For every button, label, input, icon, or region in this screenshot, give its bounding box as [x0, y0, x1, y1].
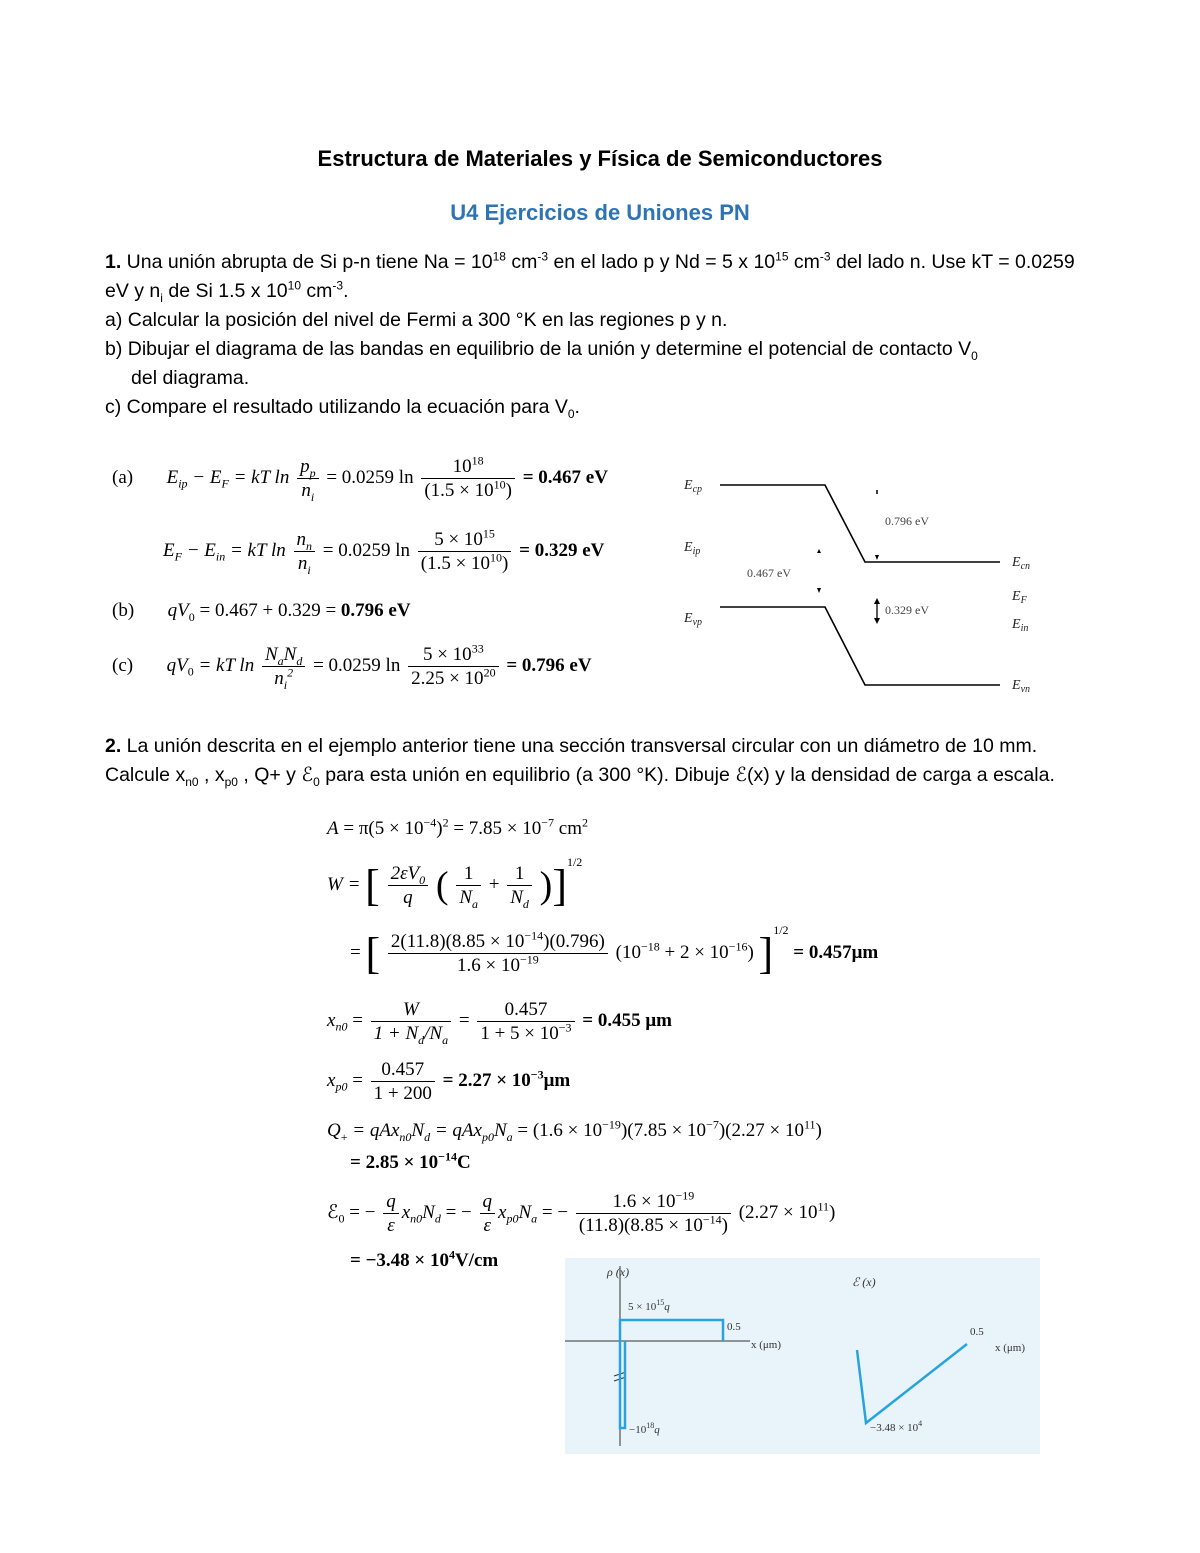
p2-text-a: La unión descrita en el ejemplo anterior tiene una sección transversal circular con un diámetro de 10 mm. Calcule x: [105, 735, 1038, 786]
eq-w-frac-d: [507, 862, 532, 909]
eq-xp-result-val: = 2.27 × 10: [442, 1069, 531, 1091]
eq-w-power: 1/2: [566, 854, 583, 869]
p2-sub-0: 0: [313, 774, 320, 789]
label-eip-sub: ip: [692, 546, 701, 557]
rho-neg-q: q: [654, 1424, 660, 1436]
p1-text-e: del lado n. Use kT = 0.0259 eV y n: [105, 251, 1075, 302]
eq-e-x2: x: [498, 1201, 507, 1223]
p1-exp-na: 18: [492, 249, 506, 264]
eq-xp-eq: =: [347, 1069, 368, 1091]
eq-c-lhs: qV: [166, 654, 188, 676]
eq-xn-den2: 1 + 5 × 10: [480, 1023, 559, 1044]
eq-e-tail-close: ): [829, 1201, 836, 1223]
eq-q-exp1: −19: [602, 1117, 621, 1132]
eq-c-num1: N: [264, 644, 278, 665]
eq-xp-sub: p0: [335, 1079, 348, 1094]
eq-area-part-7: 2: [582, 815, 589, 830]
sol1-label-a: (a): [112, 466, 134, 488]
eq-a2-den2-exp: 10: [490, 550, 503, 565]
eq-xp0: [327, 1058, 570, 1105]
eq-area-part-5: −7: [541, 815, 555, 830]
eq-xp-result-exp: −3: [530, 1067, 544, 1082]
eq-q-close: ): [815, 1120, 822, 1141]
eq-a2-den: n: [297, 553, 308, 574]
annot-0467: 0.467 eV: [747, 566, 791, 580]
eq-q-nd: N: [411, 1120, 425, 1141]
eq-e-f3-den-close: ): [721, 1215, 728, 1236]
eq-e-x2-sub: p0: [506, 1211, 519, 1226]
eq-a2-num: n: [296, 529, 306, 550]
eq-a2-num-sub: n: [306, 538, 312, 553]
label-ef-sub: F: [1020, 595, 1027, 606]
p1-text-h: .: [343, 280, 349, 302]
eq-w-frac: [388, 862, 429, 909]
eq-xn-den2-exp: −3: [558, 1020, 572, 1035]
eq-area-part-2: ): [436, 818, 443, 839]
eq-a1-num: p: [300, 456, 310, 477]
label-evp-main: E: [684, 611, 693, 626]
arrow-0329-bottom: [874, 618, 880, 624]
eq-a1-minus: − E: [187, 466, 222, 488]
eq-a1-den2: (1.5 × 10: [424, 480, 494, 501]
problem-1-item-b: [105, 335, 1095, 364]
eq-w-f1-num: 1: [456, 862, 481, 886]
eq-area: $A = \pi(5 \times 10^{-4})^2 = 7.85 \times 10^{-7}$ $cm^2$: [327, 815, 589, 839]
eq-e-result-unit: V/cm: [454, 1250, 499, 1271]
eq-e-eq3: = −: [541, 1201, 573, 1223]
eq-area-part-1: −4: [423, 815, 437, 830]
eq-a2-den2-close: ): [502, 553, 509, 574]
eq-e-nd: N: [422, 1201, 435, 1223]
problem-2-number: 2.: [105, 735, 122, 757]
eq-w2-paren: (10: [615, 941, 641, 963]
charge-field-figure: [565, 1258, 1040, 1454]
eq-c-frac2: [408, 643, 498, 690]
eq-q-mid: )(7.85 × 10: [620, 1120, 707, 1141]
eq-q-na-sub: a: [506, 1129, 513, 1144]
eq-q-result-exp: −14: [438, 1149, 457, 1164]
field-tick-05: 0.5: [970, 1326, 984, 1338]
eq-w2-result: = 0.457μm: [793, 941, 879, 963]
eq-e-nd-sub: d: [434, 1211, 441, 1226]
eq-q-mid2: )(2.27 × 10: [718, 1120, 804, 1141]
eq-xp-frac: [371, 1058, 435, 1105]
eq-w2-num-exp: −14: [524, 928, 544, 943]
eq-w-plus: +: [488, 873, 500, 895]
label-evp: [683, 611, 702, 628]
eq-a1-sub1: ip: [178, 476, 188, 491]
eq-xp-num: 0.457: [371, 1058, 435, 1082]
eq-a1-eq2: = 0.0259 ln: [326, 466, 419, 488]
label-ein-sub: in: [1020, 623, 1029, 634]
eq-q-exp2: −7: [706, 1117, 719, 1132]
eq-w2-paren-exp2: −16: [728, 939, 748, 954]
label-eip-main: E: [684, 540, 693, 555]
eq-w-lhs: W =: [327, 873, 366, 895]
eq-q-exp3: 11: [803, 1117, 816, 1132]
eq-c-frac1: [262, 643, 305, 690]
eq-xp-den: 1 + 200: [373, 1083, 432, 1104]
rho-tick-05: 0.5: [727, 1321, 741, 1333]
problem-1-intro: [105, 248, 1095, 306]
p1-exp-cm1: -3: [537, 249, 549, 264]
p2-text-c: , Q+ y ℰ: [237, 764, 314, 786]
solution-1-eq-b: [112, 600, 411, 622]
eq-e-f2-num: q: [480, 1190, 496, 1214]
arrow-0796-bottom: [875, 555, 879, 560]
eq-field-result: [350, 1247, 499, 1272]
problem-1-statement: [105, 248, 1095, 422]
eq-e-frac1: [383, 1190, 399, 1237]
eq-xn-num: W: [371, 998, 451, 1022]
eq-a1-num2-exp: 18: [471, 453, 484, 468]
eq-e-f3-den-exp: −14: [702, 1212, 722, 1227]
label-evp-sub: vp: [692, 617, 703, 628]
eq-c-num2-sub: d: [296, 653, 303, 668]
solution-1-eq-a1: [112, 455, 608, 502]
p1-item-b-text: b) Dibujar el diagrama de las bandas en equilibrio de la unión y determine el potencial de contacto V: [105, 338, 972, 360]
p1-item-c-end: .: [574, 396, 580, 418]
rho-x-label: x (μm): [751, 1339, 782, 1351]
eq-area-text: [343, 815, 589, 839]
eq-width-formula: W = [ $\frac{2\varepsilon V_0}{q}$ ( $\frac{1}{N_a}$ + $\frac{1}{N_d}$ )]$^{1/2}$: [327, 854, 583, 911]
page-subtitle: U4 Ejercicios de Uniones PN: [450, 200, 750, 225]
eq-a2-num2-exp: 15: [482, 526, 495, 541]
field-min-exp: 4: [918, 1419, 923, 1428]
eq-w-f2-num: 1: [507, 862, 532, 886]
eq-q-sub: +: [340, 1129, 348, 1144]
eq-e-f3-den: (11.8)(8.85 × 10: [578, 1215, 703, 1236]
eq-w2-paren-exp: −18: [640, 939, 660, 954]
field-x-label: x (μm): [995, 1342, 1026, 1354]
eq-e-frac3: [576, 1190, 731, 1237]
eq-a2-sub1: F: [174, 549, 182, 564]
eq-q-sub3: p0: [481, 1129, 494, 1144]
eq-a1-sub2: F: [221, 476, 229, 491]
eq-charge: [327, 1117, 822, 1144]
eq-w2-power: 1/2: [773, 922, 789, 937]
eq-c-num-val: 5 × 10: [422, 644, 472, 665]
p1-exp-cm3: -3: [332, 278, 344, 293]
eq-area-part-4: = 7.85 × 10: [448, 818, 542, 839]
p1-text-c: en el lado p y Nd = 5 x 10: [548, 251, 776, 273]
rho-neg-label: [629, 1421, 660, 1436]
eq-a1-mid: = kT ln: [228, 466, 290, 488]
eq-c-result: = 0.796 eV: [506, 654, 592, 676]
eq-a1-den-sub: i: [310, 489, 315, 504]
eq-a1-num2: 10: [452, 456, 472, 477]
eq-e-tail-exp: 11: [817, 1199, 830, 1214]
eq-a2-result: = 0.329 eV: [519, 539, 605, 561]
eq-w2-paren-close: ): [747, 941, 754, 963]
eq-q-result: = 2.85 × 10: [350, 1152, 439, 1173]
p1-sub-i: i: [160, 290, 163, 305]
eq-xn-lhs: x: [327, 1009, 336, 1031]
eq-w2-eq: =: [350, 941, 366, 963]
eq-q-result-unit: C: [457, 1152, 471, 1173]
eq-area-part-6: cm: [554, 818, 583, 839]
eq-a1-den: n: [301, 480, 311, 501]
eq-c-sub: 0: [187, 664, 194, 679]
rho-pos-exp: 15: [656, 1298, 665, 1307]
eq-q-lhs: Q: [327, 1120, 341, 1141]
label-evn-main: E: [1012, 678, 1021, 693]
annot-0329: 0.329 eV: [885, 603, 929, 617]
eq-a1-frac1: [297, 455, 319, 502]
label-ein-main: E: [1012, 617, 1021, 632]
eq-w2-num: 2(11.8)(8.85 × 10: [390, 931, 525, 952]
field-min-label: [870, 1419, 922, 1434]
eq-a1-lhs: E: [166, 466, 179, 488]
eq-a2-frac2: [418, 528, 512, 575]
eq-w-num-sub: 0: [419, 872, 426, 887]
eq-xn-den: 1 + N: [373, 1023, 419, 1044]
eq-e-eq: = −: [344, 1201, 381, 1223]
eq-xn-eq: =: [347, 1009, 368, 1031]
eq-c-eq2: = 0.0259 ln: [313, 654, 406, 676]
eq-b-lhs: qV: [167, 600, 189, 621]
eq-a2-mid: = kT ln: [225, 539, 286, 561]
eq-a2-sub2: in: [215, 549, 226, 564]
eq-q-nd-sub: d: [424, 1129, 431, 1144]
eq-w-f1-den-sub: a: [472, 896, 478, 911]
label-ecp: [683, 478, 702, 495]
eq-xp-result-unit: μm: [543, 1069, 571, 1091]
problem-2-statement: [105, 732, 1095, 790]
rho-neg-val: −10: [629, 1424, 647, 1436]
eq-e-sub: 0: [338, 1211, 345, 1226]
eq-w2-paren-mid: + 2 × 10: [659, 941, 729, 963]
rho-pos-q: q: [664, 1301, 670, 1313]
eq-xp-lhs: x: [327, 1069, 336, 1091]
eq-a2-den2: (1.5 × 10: [420, 553, 491, 574]
solution-1-eq-a2: [163, 528, 604, 575]
eq-c-mid: = kT ln: [193, 654, 255, 676]
p1-text-a: Una unión abrupta de Si p-n tiene Na = 10: [121, 251, 493, 273]
sol1-label-b: (b): [112, 600, 135, 621]
eq-c-num2: N: [283, 644, 297, 665]
eq-e-eq2: = −: [445, 1201, 477, 1223]
eq-e-f3-num: 1.6 × 10: [612, 1191, 676, 1212]
eq-q-eq3: = (1.6 × 10: [512, 1120, 603, 1141]
solution-1-eq-c: [112, 643, 592, 690]
eq-a1-den2-close: ): [505, 480, 512, 501]
p2-text-b: , x: [198, 764, 225, 786]
eq-q-eq2: = qAx: [430, 1120, 482, 1141]
eq-q-na: N: [493, 1120, 507, 1141]
rho-pos-val: 5 × 10: [628, 1301, 657, 1313]
eq-a2-frac1: [294, 528, 316, 575]
eq-xn0: [327, 998, 672, 1045]
p1-text-g: cm: [301, 280, 333, 302]
eq-w2-den-exp: −19: [519, 952, 539, 967]
ec-band-line: [720, 485, 1000, 562]
eq-e-tail: (2.27 × 10: [738, 1201, 818, 1223]
eq-e-na: N: [518, 1201, 532, 1223]
label-ecn-main: E: [1012, 555, 1021, 570]
eq-e-frac2: [480, 1190, 496, 1237]
eq-a2-num2: 5 × 10: [434, 529, 483, 550]
eq-w2-frac: [388, 930, 608, 977]
eq-w-num: 2εV: [390, 863, 420, 884]
p2-text-d: para esta unión en equilibrio (a 300 °K). Dibuje ℰ(x) y la densidad de carga a escala.: [319, 764, 1055, 786]
rho-pos-label: [628, 1298, 670, 1313]
label-ef: [1011, 589, 1028, 606]
eq-e-x1-sub: n0: [410, 1211, 423, 1226]
eq-xn-den-sub2: a: [442, 1032, 449, 1047]
eq-w2-num-rest: )(0.796): [543, 931, 605, 952]
eq-field: [327, 1190, 835, 1237]
eq-e-na-sub: a: [531, 1211, 538, 1226]
eq-a1-den2-exp: 10: [493, 477, 506, 492]
eq-c-den: n: [274, 668, 284, 689]
p1-exp-cm2: -3: [819, 249, 831, 264]
field-min-val: −3.48 × 10: [870, 1422, 919, 1434]
eq-e-f1-num: q: [383, 1190, 399, 1214]
eq-a2-den-sub: i: [307, 562, 311, 577]
eq-b-sub: 0: [188, 609, 195, 624]
p2-sub-n0: n0: [185, 774, 199, 789]
eq-e-result: = −3.48 × 10: [350, 1250, 449, 1271]
eq-q-eq: = qAx: [347, 1120, 400, 1141]
eq-xn-den-sub: d: [418, 1032, 425, 1047]
eq-w2-den: 1.6 × 10: [457, 955, 520, 976]
eq-b-result: 0.796 eV: [340, 600, 411, 621]
label-evn-sub: vn: [1020, 684, 1031, 695]
eq-e-f1-den: ε: [387, 1215, 395, 1236]
arrow-0329-top: [874, 598, 880, 604]
label-ecp-sub: cp: [692, 484, 703, 495]
rho-neg-exp: 18: [646, 1421, 655, 1430]
page-title: Estructura de Materiales y Física de Semiconductores: [317, 146, 883, 171]
eq-w-f2-den-sub: d: [522, 896, 529, 911]
eq-w-frac-a: [456, 862, 481, 909]
eq-a1-num-sub: p: [309, 465, 316, 480]
annot-0796: 0.796 eV: [885, 514, 929, 528]
p1-text-d: cm: [788, 251, 820, 273]
problem-1-item-a: a) Calcular la posición del nivel de Fermi a 300 °K en las regiones p y n.: [105, 309, 728, 331]
eq-e-lhs: ℰ: [327, 1201, 339, 1223]
eq-w-f2-den: N: [510, 887, 523, 908]
eq-e-x1: x: [401, 1201, 411, 1223]
problem-1-number: 1.: [105, 251, 122, 273]
problem-1-item-c: [105, 393, 1095, 422]
eq-w-den: q: [403, 887, 413, 908]
eq-area-part-0: = π(5 × 10: [343, 818, 424, 839]
label-evn: [1011, 678, 1030, 695]
eq-e-f3-num-exp: −19: [675, 1188, 695, 1203]
eq-a2-minus: − E: [181, 539, 216, 561]
arrow-0467-bottom: [817, 588, 821, 593]
eq-xn-result: = 0.455 μm: [582, 1009, 672, 1031]
band-diagram: [680, 465, 1060, 700]
eq-width-numeric: = [ $\frac{2(11.8)(8.85 \times 10^{-14})(0.796)}{1.6 \times 10^{-19}}$ $(10^{-18} + 2 \times 10^{-16}) ]^{1/2} = 0.457\mu m$: [350, 922, 879, 978]
p2-sub-p0: p0: [224, 774, 238, 789]
eq-a2-eq2: = 0.0259 ln: [322, 539, 415, 561]
p1-exp-nd: 15: [775, 249, 789, 264]
eq-xn-frac1: [371, 998, 451, 1045]
eq-charge-result: [350, 1149, 471, 1174]
sol1-label-c: (c): [112, 654, 134, 676]
eq-c-den-sub: i: [283, 677, 288, 692]
p1-item-c-sub: 0: [567, 406, 575, 421]
arrow-0467-top: [817, 549, 821, 553]
label-eip: [683, 540, 700, 557]
eq-b-rest: = 0.467 + 0.329 =: [194, 600, 341, 621]
eq-c-den-val: 2.25 × 10: [411, 668, 484, 689]
eq-xp-result: [442, 1067, 571, 1091]
p1-exp-ni: 10: [287, 278, 301, 293]
eq-c-den-val-exp: 20: [483, 665, 496, 680]
eq-area-part-3: 2: [442, 815, 449, 830]
label-ef-main: E: [1012, 589, 1021, 604]
problem-1-item-b-cont: del diagrama.: [131, 367, 250, 389]
label-ecp-main: E: [684, 478, 693, 493]
rho-label: ρ (x): [607, 1265, 630, 1279]
eq-a1-frac2: [421, 455, 515, 502]
p1-item-b-sub: 0: [971, 348, 978, 363]
label-ein: [1011, 617, 1028, 634]
label-ecn-sub: cn: [1020, 561, 1031, 572]
p1-text-f: de Si 1.5 x 10: [162, 280, 288, 302]
eq-xn-sub: n0: [335, 1019, 348, 1034]
field-label: ℰ (x): [852, 1275, 876, 1289]
eq-c-num1-sub: a: [277, 653, 284, 668]
eq-xn-num2: 0.457: [477, 998, 574, 1022]
eq-e-result-exp: 4: [448, 1247, 455, 1262]
ev-band-line: [720, 607, 1000, 685]
eq-c-num-exp: 33: [471, 641, 484, 656]
p1-item-c-text: c) Compare el resultado utilizando la ecuación para V: [105, 396, 568, 418]
eq-xn-den-slash: /N: [424, 1023, 443, 1044]
eq-q-sub2: n0: [399, 1129, 412, 1144]
eq-a2-lhs: E: [163, 539, 175, 561]
eq-a1-result: = 0.467 eV: [522, 466, 608, 488]
eq-c-den-exp: 2: [287, 665, 294, 680]
eq-xn-eq2: =: [458, 1009, 475, 1031]
p1-text-b: cm: [505, 251, 538, 273]
label-ecn: [1011, 555, 1030, 572]
eq-e-f2-den: ε: [483, 1215, 492, 1236]
eq-xn-frac2: [477, 998, 574, 1045]
eq-w-f1-den: N: [459, 887, 472, 908]
